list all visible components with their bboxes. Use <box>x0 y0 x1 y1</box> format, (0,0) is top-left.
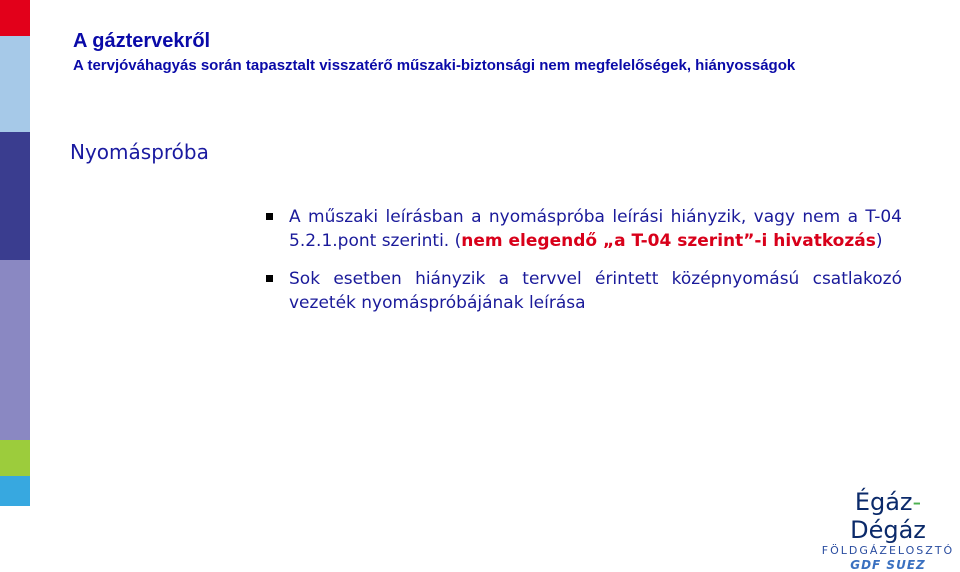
bullet-list <box>262 205 902 329</box>
bullet-item <box>262 205 902 253</box>
square-bullet-icon <box>266 213 273 220</box>
left-stripe-green <box>0 440 30 476</box>
page-title: A gáztervekről <box>73 30 211 52</box>
logo-name-part1: Égáz <box>854 488 913 516</box>
left-stripe-white <box>0 506 30 558</box>
bullet-item <box>262 267 902 315</box>
page-subtitle: A tervjóváhagyás során tapasztalt visszatérő műszaki-biztonsági nem megfelelőségek, hiányosságok <box>73 57 796 74</box>
logo-dash: - <box>912 488 922 516</box>
logo-subtitle: FÖLDGÁZELOSZTÓ <box>821 544 955 557</box>
logo-name <box>818 488 958 544</box>
logo-partner: GDF SUEZ <box>850 558 926 572</box>
bullet-text: Sok esetben hiányzik a tervvel érintett középnyomású csatlakozó vezeték nyomáspróbájának leírása <box>289 269 902 313</box>
company-logo <box>818 488 958 572</box>
left-stripe-red <box>0 0 30 36</box>
left-stripe-lightblue <box>0 36 30 132</box>
left-stripe-navy <box>0 132 30 260</box>
left-stripe-lavender <box>0 260 30 440</box>
section-title: Nyomáspróba <box>70 140 209 164</box>
logo-name-part2: Dégáz <box>850 516 926 544</box>
bullet-emphasis: nem elegendő „a T-04 szerint”-i hivatkozás <box>461 231 876 251</box>
left-stripe-blue <box>0 476 30 506</box>
square-bullet-icon <box>266 275 273 282</box>
bullet-text: A műszaki leírásban a nyomáspróba leírási hiányzik, vagy nem a T-04 5.2.1.pont szerinti. ( <box>289 207 902 251</box>
bullet-tail: ) <box>875 231 883 251</box>
